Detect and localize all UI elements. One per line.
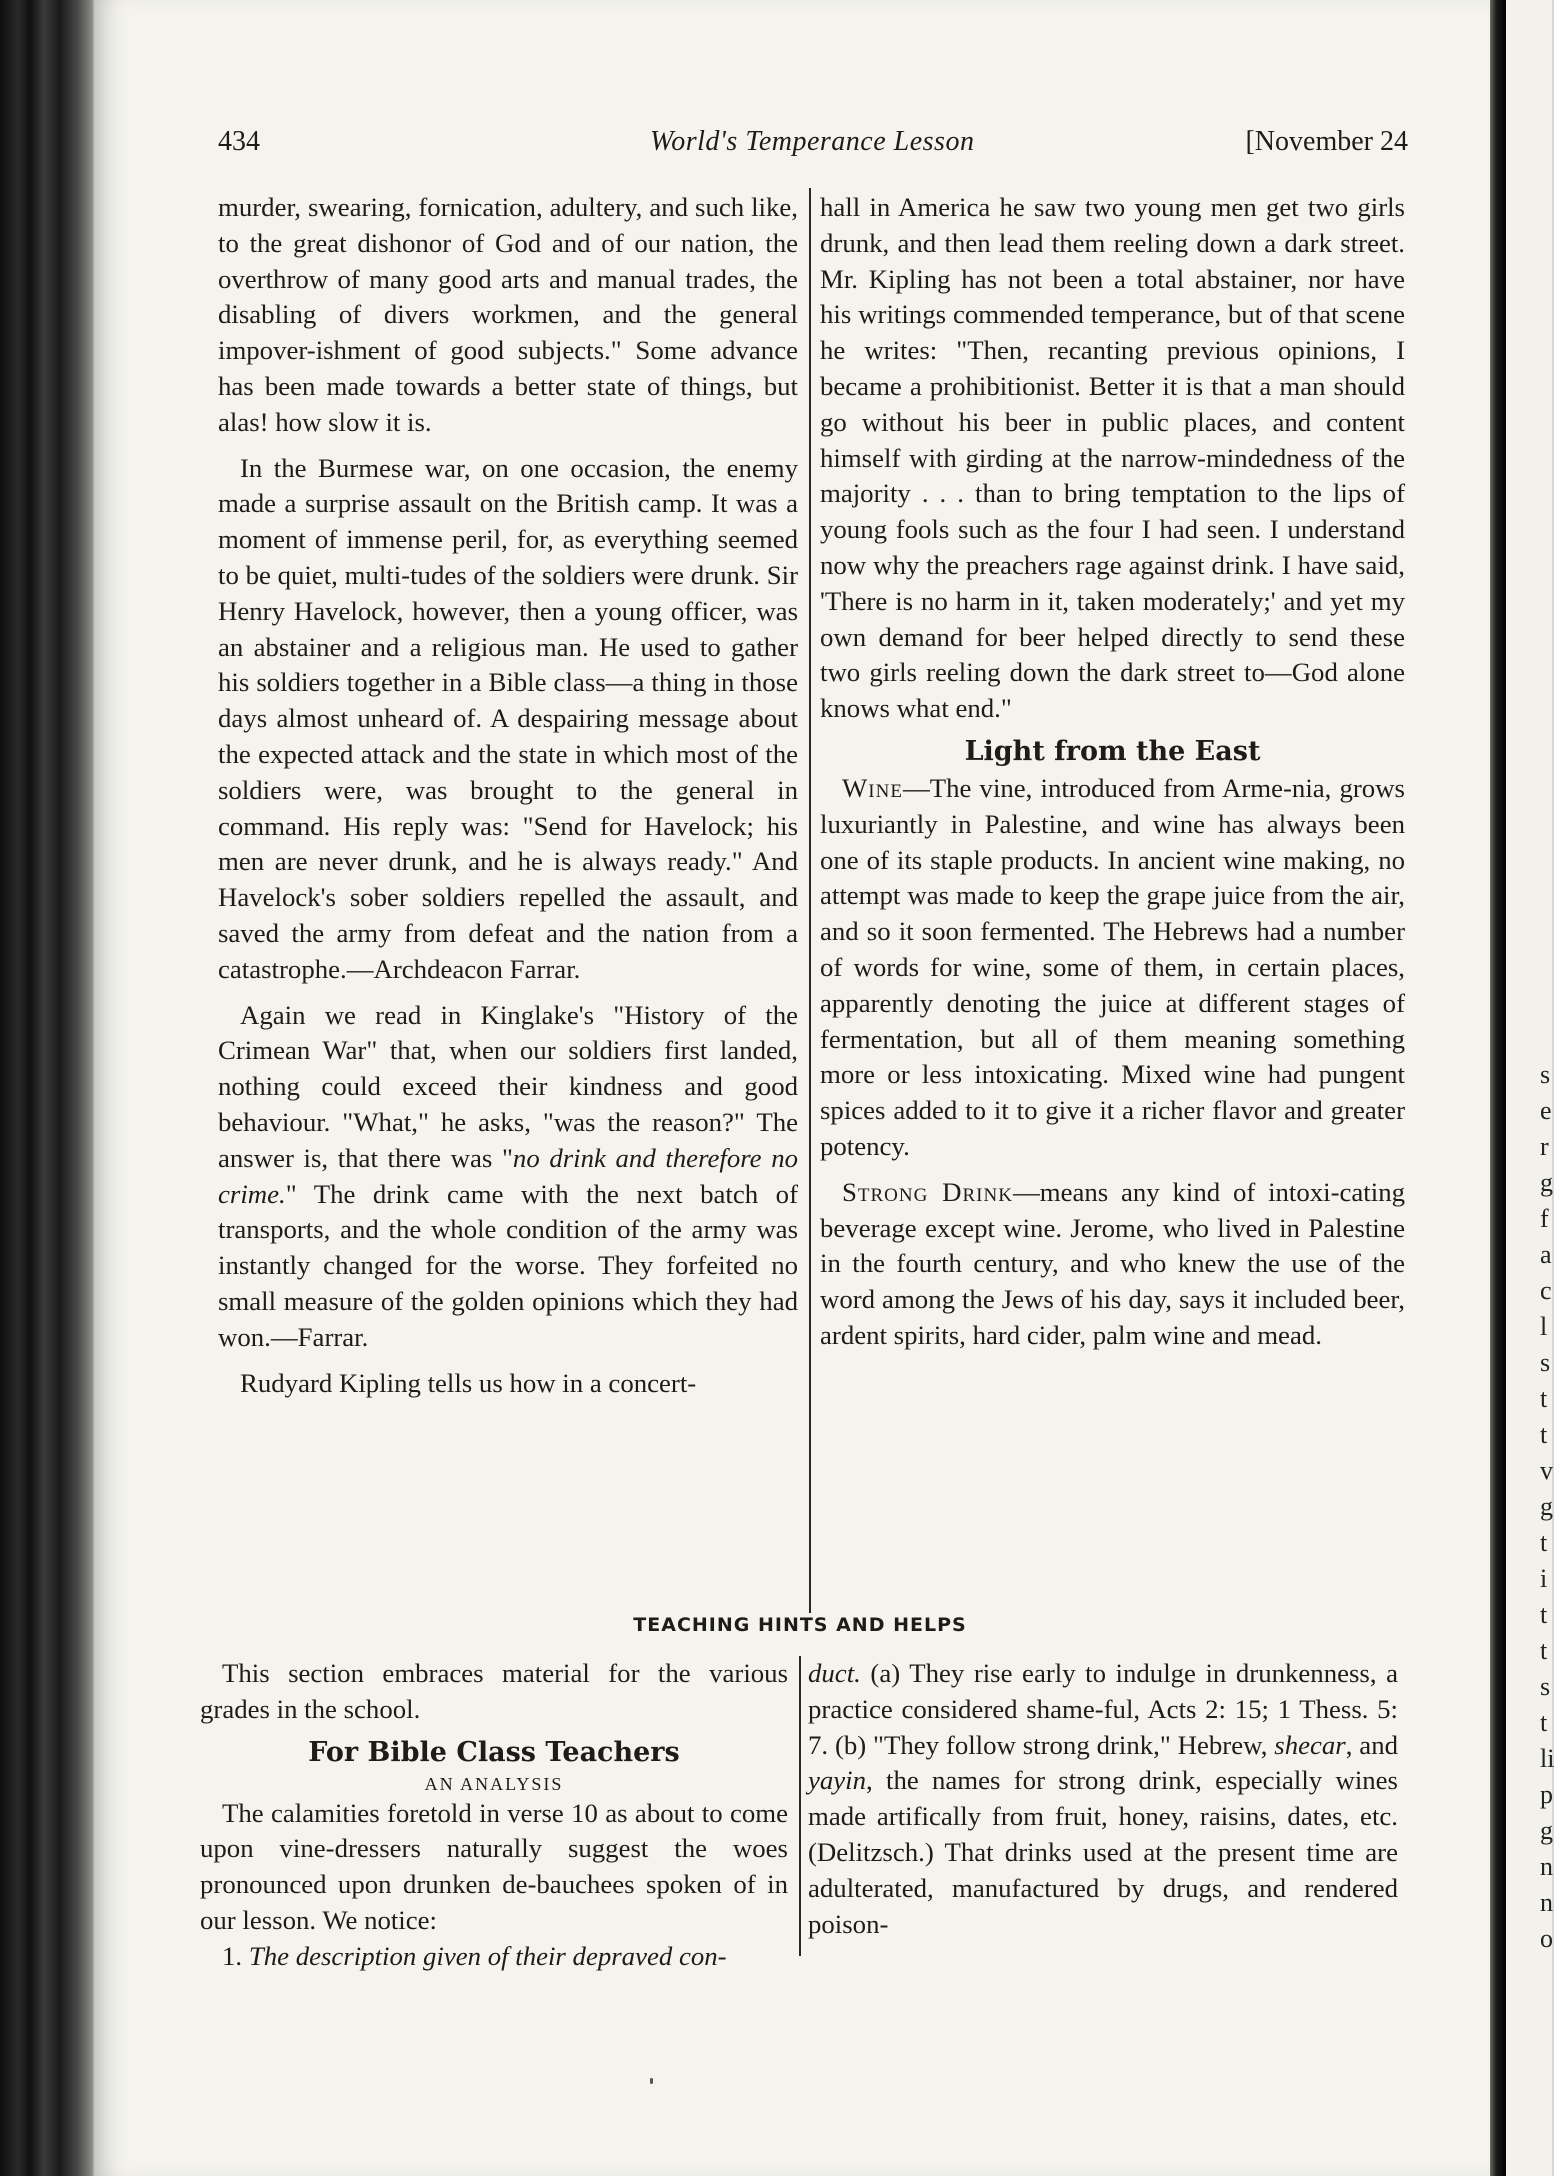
adjacent-page-letter: l — [1540, 1312, 1548, 1341]
text-run: Again we read in Kinglake's "History of the Crimean War" that, when our soldiers first landed, nothing could exceed their kindness and good behaviour. "What," he asks, "was the reason?" The answer is, that there was " — [218, 999, 798, 1173]
adjacent-page-letter: n — [1540, 1852, 1553, 1881]
paragraph-kipling: Rudyard Kipling tells us how in a concert- — [240, 1367, 697, 1398]
adjacent-page-letter: t — [1540, 1708, 1548, 1737]
text-run: —The vine, introduced from Arme-nia, grows luxuriantly in Palestine, and wine has always been one of its staple products. In ancient wine making, no attempt was made to keep the grape juice from the air, and so it soon fermented. The Hebrews had a number of words for wine, some of them, in certain places, apparently denoting the juice at different stages of fermentation, but all of them meaning something more or less intoxicating. Mixed wine had pungent spices added to it to give it a richer flavor and greater potency. — [820, 772, 1405, 1161]
adjacent-page-letter: i — [1540, 1564, 1548, 1593]
header-date: [November 24 — [1245, 126, 1408, 157]
adjacent-page-letter: f — [1540, 1204, 1549, 1233]
section-title-bible-class: For Bible Class Teachers — [308, 1736, 680, 1768]
text-run: " The drink came with the next batch of transports, and the whole condition of the army was instantly changed for the worse. They forfeited no small measure of the golden opinions which they had won.—Farrar. — [218, 1178, 798, 1352]
adjacent-page-letter: n — [1540, 1888, 1553, 1917]
section-heading-teaching-hints: TEACHING HINTS AND HELPS — [633, 1614, 967, 1636]
adjacent-page-letter: t — [1540, 1384, 1548, 1413]
adjacent-page-letter: g — [1540, 1816, 1553, 1845]
column-right-upper — [820, 190, 1405, 1354]
text-run: , and — [1345, 1729, 1398, 1760]
item-text: The description given of their depraved con- — [248, 1940, 727, 1971]
column-rule-upper — [809, 188, 811, 1613]
text-run: , the names for strong drink, especially wines made artifically from fruit, honey, raisins, dates, etc. (Delitzsch.) That drinks used at the present time are adulterated, manufactured by drugs, and rendered poison- — [808, 1765, 1398, 1939]
italic-quote: no drink and therefore no crime. — [218, 1142, 798, 1209]
paragraph-burmese-war: In the Burmese war, on one occasion, the enemy made a surprise assault on the British camp. It was a moment of immense peril, for, as everything seemed to be quiet, multi-tudes of the soldiers were drunk. Sir Henry Havelock, however, then a young officer, was an abstainer and a religious man. He used to gather his soldiers together in a Bible class—a thing in those days almost unheard of. A despairing message about the expected attack and the state in which most of the soldiers were, was brought to the general in command. His reply was: "Send for Havelock; his men are never drunk, and he is always ready." And Havelock's sober soldiers repelled the assault, and saved the army from defeat and the nation from a catastrophe.—Archdeacon Farrar. — [218, 452, 798, 984]
section-title-light-from-east: Light from the East — [964, 735, 1261, 767]
adjacent-page-letter: p — [1540, 1780, 1553, 1809]
adjacent-page-letter: g — [1540, 1168, 1553, 1197]
text-run: (a) They rise early to indulge in drunkenness, a practice considered shame-ful, Acts 2: 15; 1 Thess. 5: 7. (b) "They follow strong drink," Hebrew, — [808, 1658, 1398, 1760]
paragraph-strong-drink — [820, 1175, 1405, 1354]
column-right-lower — [808, 1656, 1398, 1942]
adjacent-page-letter: a — [1540, 1240, 1552, 1269]
paragraph-kipling-continued: hall in America he saw two young men get two girls drunk, and then lead them reeling down a dark street. Mr. Kipling has not been a total abstainer, nor have his writings commended temperance, but of that scene he writes: "Then, recanting previous opinions, I became a prohibitionist. Better it is that a man should go without his beer in public places, and content himself with girding at the narrow-mindedness of the majority . . . than to bring temptation to the lips of young fools such as the four I had seen. I understand now why the preachers rage against drink. I have said, 'There is no harm in it, taken moderately;' and yet my own demand for beer helped directly to send these two girls reeling down the dark street to—God alone knows what end." — [820, 192, 1405, 724]
adjacent-page-letter: c — [1540, 1276, 1552, 1305]
page-number: 434 — [218, 126, 260, 157]
paragraph-section-intro: This section embraces material for the various grades in the school. — [200, 1658, 788, 1724]
text-run: —means any kind of intoxi-cating beverage except wine. Jerome, who lived in Palestine in the fourth century, and who knew the use of the word among the Jews of his day, says it included beer, ardent spirits, hard cider, palm wine and mead. — [820, 1176, 1405, 1350]
page-gutter — [1490, 0, 1506, 2176]
italic-word: duct. — [808, 1658, 861, 1688]
paragraph-wine — [820, 771, 1405, 1165]
adjacent-page-letter: s — [1540, 1672, 1551, 1701]
adjacent-page-letter: t — [1540, 1636, 1548, 1665]
paragraph-calamities: The calamities foretold in verse 10 as about to come upon vine-dressers naturally suggest the woes pronounced upon drunken de-bauchees spoken of in our lesson. We notice: — [200, 1797, 788, 1935]
book-binding — [0, 0, 95, 2176]
adjacent-page-letter: t — [1540, 1528, 1548, 1557]
running-title: World's Temperance Lesson — [650, 126, 975, 157]
adjacent-page-letter: v — [1540, 1456, 1553, 1485]
running-header — [218, 126, 1408, 170]
column-left-lower — [200, 1656, 788, 1975]
subheading-analysis: AN ANALYSIS — [424, 1773, 564, 1794]
paragraph: murder, swearing, fornication, adultery, and such like, to the great dishonor of God and of our nation, the overthrow of many good arts and manual trades, the disabling of divers workmen, and the general impover-ishment of good subjects." Some advance has been made towards a better state of things, but alas! how slow it is. — [218, 192, 798, 437]
adjacent-page-letter: o — [1540, 1924, 1553, 1953]
paragraph-crimean-war — [218, 998, 798, 1356]
hebrew-word-yayin: yayin — [808, 1765, 867, 1796]
adjacent-page-letter: s — [1540, 1348, 1551, 1377]
adjacent-page-letter: g — [1540, 1492, 1553, 1521]
scan-speck — [650, 2078, 653, 2084]
hebrew-word-shecar: shecar — [1274, 1729, 1346, 1760]
column-rule-lower — [799, 1656, 801, 1956]
paragraph-conduct — [808, 1656, 1398, 1942]
adjacent-page-letter: t — [1540, 1420, 1548, 1449]
adjacent-page-letter: r — [1540, 1132, 1549, 1161]
term-strong-drink: Strong Drink — [842, 1176, 1013, 1207]
column-left-upper — [218, 190, 798, 1401]
adjacent-page-letter: li — [1540, 1744, 1554, 1773]
adjacent-page-edge — [1506, 0, 1552, 2176]
adjacent-page-letter: t — [1540, 1600, 1548, 1629]
numbered-item — [200, 1939, 788, 1975]
term-wine: Wine — [842, 772, 903, 803]
adjacent-page-letter: s — [1540, 1060, 1551, 1089]
adjacent-page-letter: e — [1540, 1096, 1552, 1125]
item-number: 1. — [222, 1940, 243, 1971]
